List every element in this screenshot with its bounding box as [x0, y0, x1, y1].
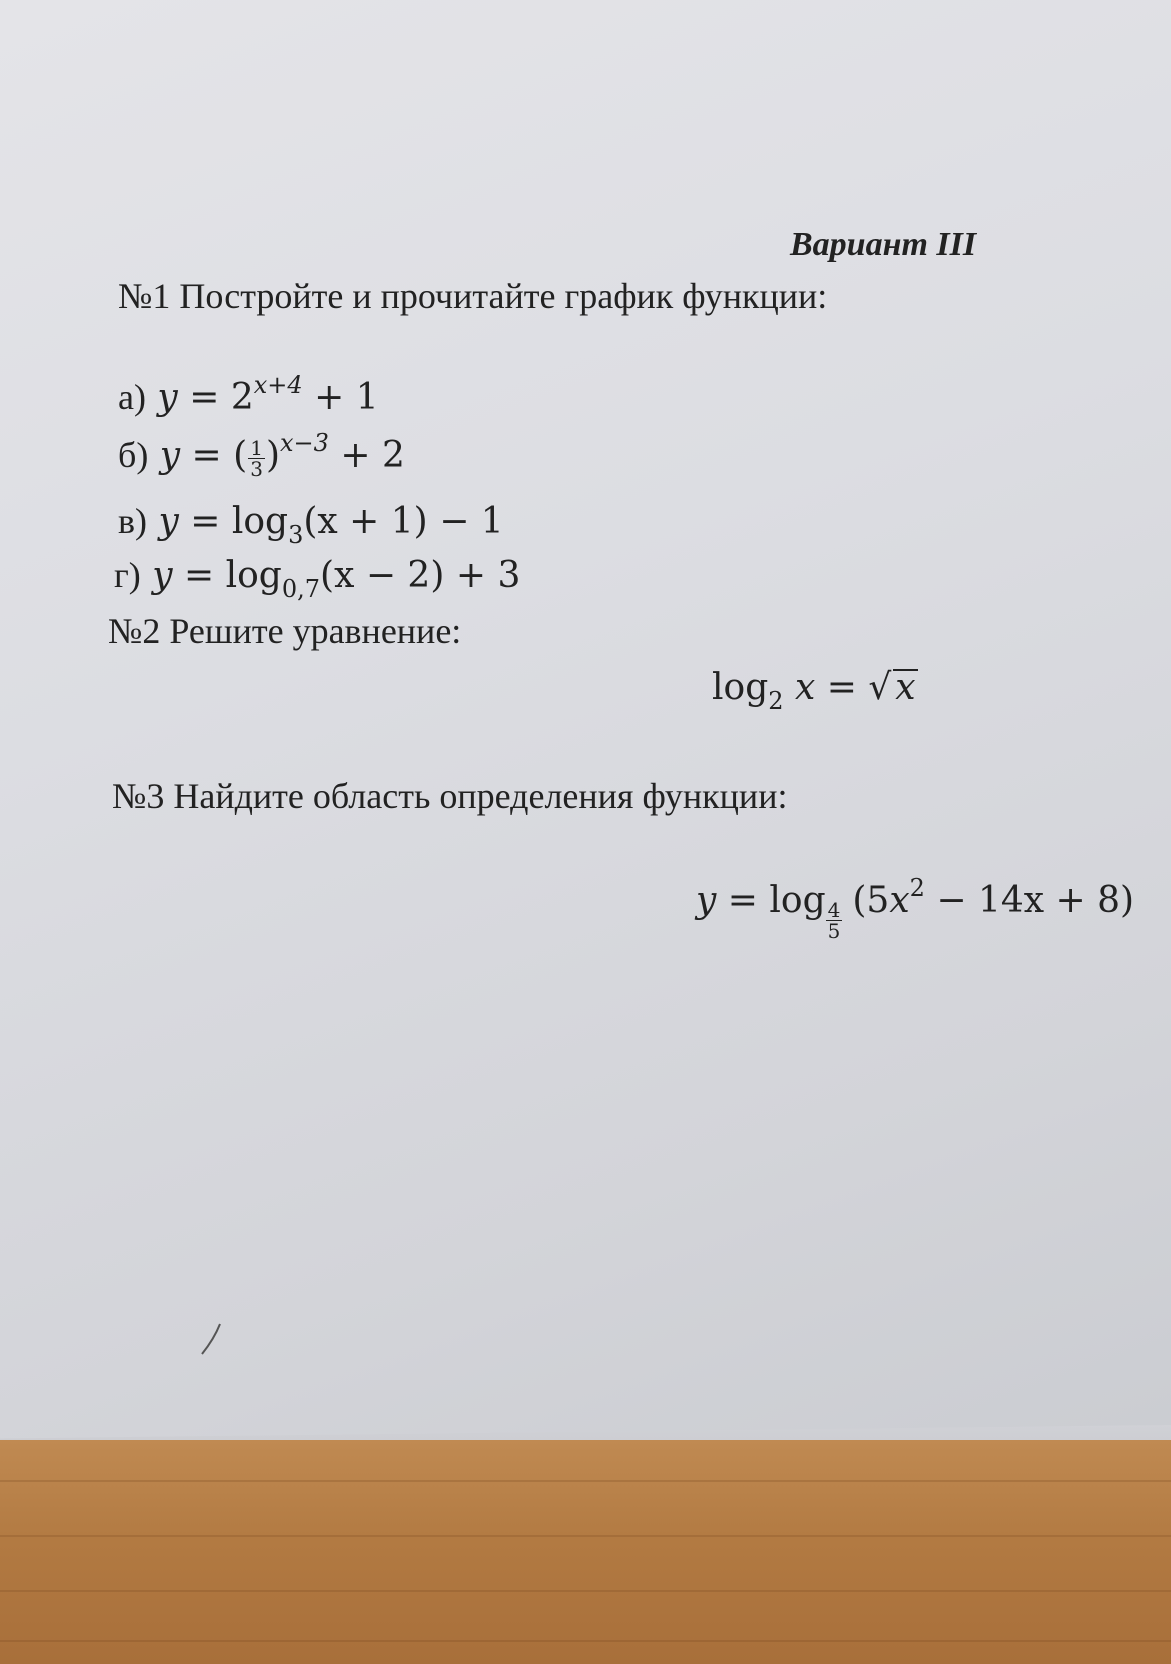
equation-b-tail: + 2 — [340, 435, 405, 476]
equation-b-label: б) — [118, 435, 149, 475]
equation-a-tail: + 1 — [314, 377, 379, 418]
equation-v-arg: (x + 1) — [303, 501, 428, 542]
equation-a: а) $y = 2^{x+4} + 1$ — [118, 371, 379, 418]
equation-g-tail: + 3 — [455, 555, 521, 596]
equation-b-exponent: x−3 — [280, 429, 329, 457]
equation-task3: y = log $\frac{4}{5}$ $(5x^2 - 14x + 8)$ — [696, 874, 1135, 943]
task2-log-base: 2 — [768, 687, 784, 715]
task2-left-var: x — [794, 667, 816, 708]
equation-a-exponent: x+4 — [253, 371, 303, 399]
equation-a-label: а) — [118, 377, 146, 417]
equation-b: б) y = ( $\frac{1}{3}$ )$^{x-3}$ + 2 — [118, 429, 405, 481]
task3-heading: №3 Найдите область определения функции: — [112, 776, 788, 816]
equation-v-base: 3 — [288, 521, 304, 549]
task3-arg-exponent: 2 — [909, 874, 925, 902]
equation-g-base: 0,7 — [281, 575, 321, 603]
task3-log-base-fraction: $\frac{4}{5}$ — [827, 898, 841, 943]
task3-arg-before: (5 — [852, 880, 890, 921]
equation-a-base: 2 — [230, 377, 254, 418]
task3-arg-after: − 14x + 8) — [924, 880, 1135, 921]
task2-radicand: x — [895, 667, 916, 708]
variant-title: Вариант III — [790, 226, 977, 263]
task1-heading: №1 Постройте и прочитайте график функции: — [118, 276, 828, 316]
equation-v-tail: − 1 — [439, 501, 504, 542]
equation-g-arg: (x − 2) — [320, 555, 445, 596]
equation-g-label: г) — [114, 555, 141, 595]
pencil-mark — [198, 1320, 228, 1360]
equation-task2: $\log_2 x$ = √ x — [712, 667, 916, 715]
equation-v: в) $y = \log_3(x + 1) - 1$ — [118, 501, 504, 549]
equation-g: г) $y = \log_{0,7}(x - 2) + 3$ — [114, 555, 521, 603]
equation-v-label: в) — [118, 501, 147, 541]
equation-b-fraction: $\frac{1}{3}$ — [250, 435, 263, 481]
task2-heading: №2 Решите уравнение: — [108, 611, 462, 651]
wooden-desk — [0, 1440, 1171, 1664]
